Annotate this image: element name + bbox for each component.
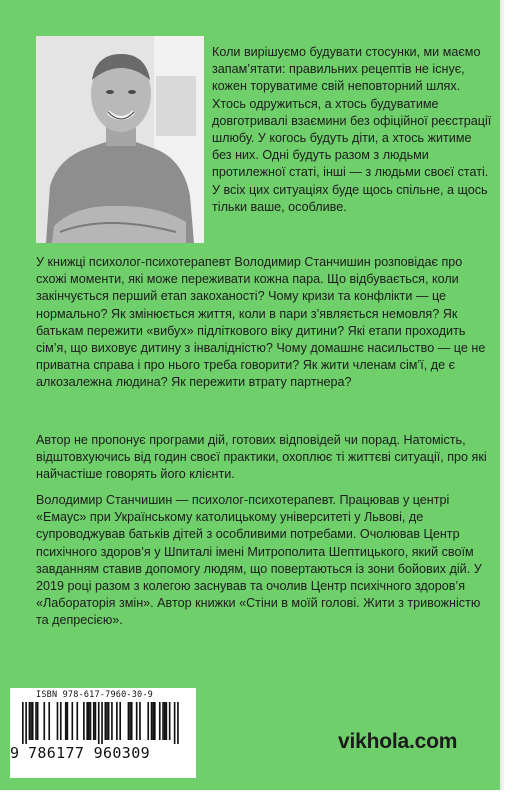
barcode-bar	[60, 702, 62, 740]
barcode-bar	[72, 702, 74, 740]
barcode-bar	[169, 702, 171, 740]
barcode-bar	[131, 702, 133, 740]
barcode-bar	[139, 702, 141, 740]
barcode-bar	[106, 702, 108, 740]
barcode-bar	[95, 702, 97, 740]
barcode-bar	[90, 702, 92, 740]
barcode-digits: 786177 960309	[28, 744, 150, 762]
barcode-bar	[43, 702, 45, 740]
barcode-bar	[177, 702, 179, 744]
isbn-label: ISBN 978-617-7960-30-9	[36, 690, 153, 700]
barcode-bar	[162, 702, 164, 740]
barcode-bar	[22, 702, 24, 744]
barcode-bar	[159, 702, 161, 740]
barcode-bar	[101, 702, 103, 744]
author-portrait-icon	[36, 36, 204, 243]
barcode-bar	[119, 702, 121, 740]
barcode-bar	[83, 702, 85, 740]
barcode-bar	[128, 702, 130, 740]
barcode-bar	[152, 702, 154, 740]
barcode-bar	[147, 702, 149, 740]
barcode-bar	[48, 702, 50, 740]
intro-text: Коли вирішуємо будувати стосунки, ми маємо запам’ятати: правильних рецептів не існує, кожен торуватиме свій неповторний шлях. Хтось одружиться, а хтось будуватиме довготривалі взаємини без офіційної реєстрації шлюбу. У когось будуть діти, а хтось житиме без них. Одні будуть разом з людьми протилежної статі, інші — з людьми своєї статі. У всіх цих ситуаціях буде щось спільне, а щось тільки ваше, особливе.	[212, 45, 492, 214]
author-bio-paragraph: Володимир Станчишин — психолог-психотерапевт. Працював у центрі «Емаус» при Українському католицькому університеті у Львові, де супроводжував батьків дітей з особливими потребами. Очолював Центр психічного здоров’я у Шпиталі імені Митрополита Шептицького, який своїм завданням ставив допомогу людям, що повертаються із зони бойових дій. У 2019 році разом з колегою заснував та очолив Центр психічного здоров’я «Лабораторія змін». Автор книжки «Стіни в моїй голові. Жити з тривожністю та депресією».	[36, 493, 482, 628]
barcode-bar	[129, 702, 131, 740]
barcode-bar	[105, 702, 107, 740]
barcode-bar	[25, 702, 27, 744]
barcode-bar	[32, 702, 34, 740]
barcode-bar	[30, 702, 32, 740]
barcode-digit-first: 9	[10, 744, 20, 762]
barcode-bar	[86, 702, 88, 740]
barcode-icon	[22, 702, 192, 744]
barcode-bar	[88, 702, 90, 740]
barcode-bar	[65, 702, 67, 740]
barcode-bar	[108, 702, 110, 740]
barcode-bar	[76, 702, 78, 740]
barcode-bar	[67, 702, 69, 740]
barcode-bar	[151, 702, 153, 740]
barcode-bar	[35, 702, 37, 740]
description-paragraph: У книжці психолог-психотерапевт Володимир Станчишин розповідає про схожі моменти, які може переживати кожна пара. Що відбувається, коли закінчується перший етап закоханості? Чому кризи та конфлікти — це нормально? Як змінюється життя, коли в пари з’являється немовля? Як батькам пережити «вибух» підліткового віку дитини? Які етапи проходить сім’я, що виховує дитину з інвалідністю? Чому домашнє насильство — це не приватна справа і про нього треба говорити? Як жити членам сім’ї, де є алкозалежна людина? Як пережити втрату партнера?	[36, 255, 486, 390]
barcode-bar	[174, 702, 176, 744]
barcode-bar	[136, 702, 138, 740]
barcode-bar	[154, 702, 156, 740]
publisher-website[interactable]: vikhola.com	[338, 730, 458, 753]
barcode-bar	[93, 702, 95, 740]
author-portrait	[36, 36, 204, 243]
barcode-bar	[98, 702, 100, 744]
barcode-bar	[166, 702, 168, 740]
barcode-bar	[164, 702, 166, 740]
barcode-bar	[116, 702, 118, 740]
barcode-bar	[37, 702, 39, 740]
approach-paragraph: Автор не пропонує програми дій, готових відповідей чи порад. Натомість, відштовхуючись від годин своєї практики, охоплює ті життєві ситуації, про які найчастіше говорять його клієнти.	[36, 433, 487, 482]
barcode-bar	[29, 702, 31, 740]
barcode-bar	[57, 702, 59, 740]
barcode-bar	[111, 702, 113, 740]
